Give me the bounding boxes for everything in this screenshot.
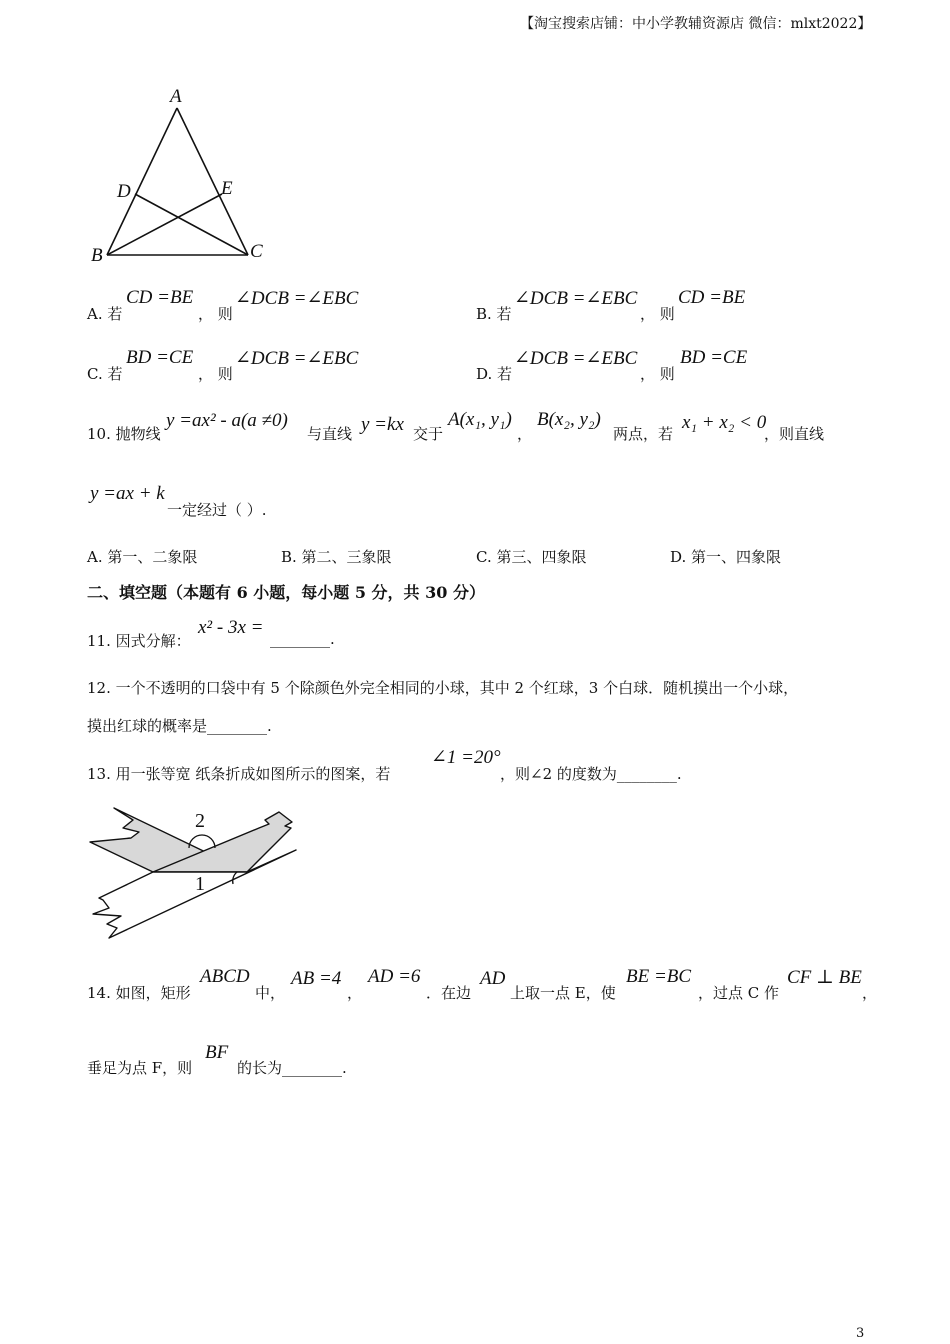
section-heading: 二、填空题（本题有 6 小题，每小题 5 分，共 30 分） <box>87 583 485 602</box>
label-e: E <box>221 178 233 199</box>
label-c: C <box>250 241 263 262</box>
side-ac <box>177 108 248 255</box>
page-header: 【淘宝搜索店铺：中小学教辅资源店 微信：mlxt2022】 <box>520 16 872 32</box>
label-a: A <box>170 86 182 107</box>
label-b: B <box>91 245 103 266</box>
triangle-figure <box>85 80 275 270</box>
label-2: 2 <box>195 810 205 832</box>
segment-be <box>107 194 222 255</box>
folded-strip-figure <box>85 800 305 945</box>
label-1: 1 <box>195 873 205 895</box>
label-d: D <box>117 181 131 202</box>
page-number: 3 <box>856 1326 865 1341</box>
segment-cd <box>135 194 248 255</box>
